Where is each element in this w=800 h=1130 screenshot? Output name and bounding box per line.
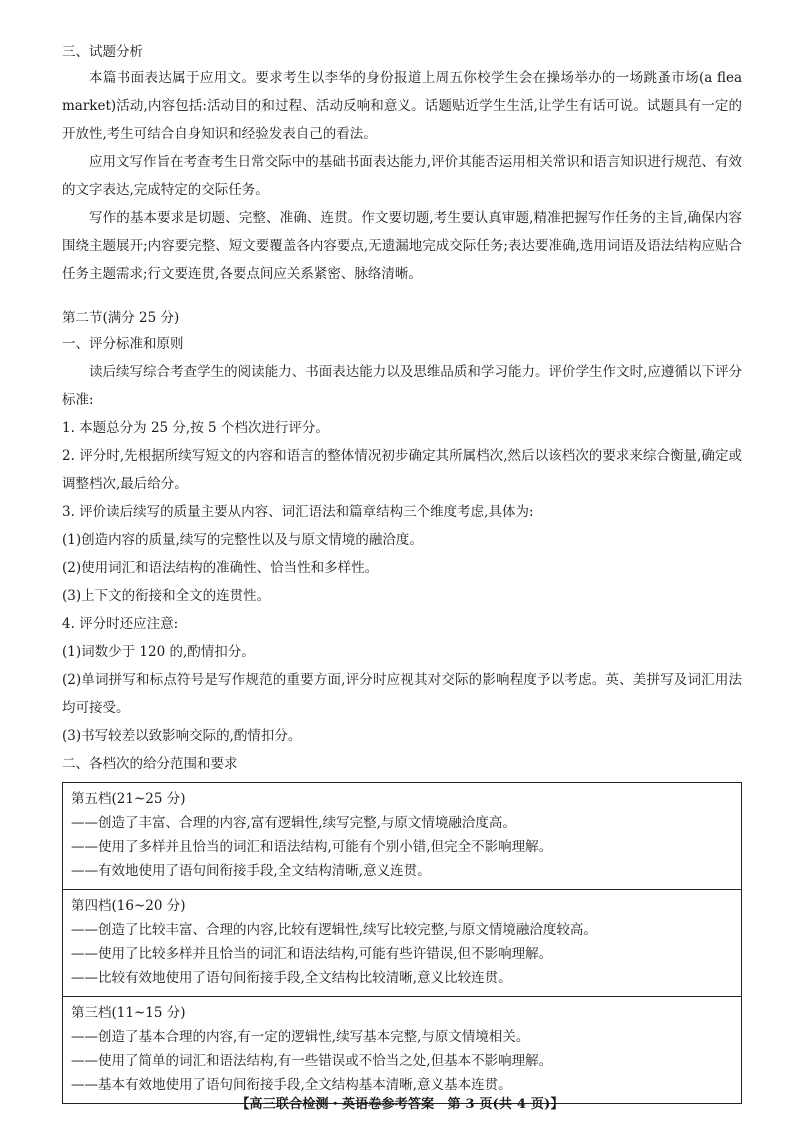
scoring-item-2: 2. 评分时,先根据所续写短文的内容和语言的整体情况初步确定其所属档次,然后以该档次的要求来综合衡量,确定或调整档次,最后给分。 (62, 448, 742, 492)
scoring-item-3-sub-3: (3)上下文的衔接和全文的连贯性。 (62, 588, 271, 604)
grade-level-3 (63, 996, 741, 1103)
grade-level-criterion: ——比较有效地使用了语句间衔接手段,全文结构比较清晰,意义比较连贯。 (71, 970, 512, 986)
grade-ranges-heading: 二、各档次的给分范围和要求 (62, 756, 238, 772)
scoring-item-1: 1. 本题总分为 25 分,按 5 个档次进行评分。 (62, 420, 329, 436)
grade-level-title: 第三档(11~15 分) (71, 1005, 186, 1021)
grade-level-criterion: ——创造了基本合理的内容,有一定的逻辑性,续写基本完整,与原文情境相关。 (71, 1029, 530, 1045)
grade-level-title: 第五档(21~25 分) (71, 791, 186, 807)
section-gap (62, 288, 742, 306)
analysis-paragraph-2: 应用文写作旨在考查考生日常交际中的基础书面表达能力,评价其能否运用相关常识和语言知识进行规范、有效的文字表达,完成特定的交际任务。 (62, 154, 742, 198)
scoring-criteria-heading: 一、评分标准和原则 (62, 336, 184, 352)
grade-level-5 (63, 783, 741, 889)
scoring-item-4: 4. 评分时还应注意: (62, 616, 179, 632)
grade-level-criterion: ——创造了丰富、合理的内容,富有逻辑性,续写完整,与原文情境融洽度高。 (71, 815, 516, 831)
grade-level-criterion: ——有效地使用了语句间衔接手段,全文结构清晰,意义连贯。 (71, 863, 431, 879)
scoring-item-4-sub-1: (1)词数少于 120 的,酌情扣分。 (62, 644, 255, 660)
scoring-intro: 读后续写综合考查学生的阅读能力、书面表达能力以及思维品质和学习能力。评价学生作文时,应遵循以下评分标准: (62, 364, 742, 408)
scoring-item-4-sub-2: (2)单词拼写和标点符号是写作规范的重要方面,评分时应视其对交际的影响程度予以考虑。英、美拼写及词汇用法均可接受。 (62, 672, 742, 716)
grade-level-criterion: ——使用了比较多样并且恰当的词汇和语法结构,可能有些许错误,但不影响理解。 (71, 946, 553, 962)
scoring-item-3-sub-1: (1)创造内容的质量,续写的完整性以及与原文情境的融洽度。 (62, 532, 423, 548)
grade-levels-table (62, 782, 742, 1104)
grade-level-criterion: ——创造了比较丰富、合理的内容,比较有逻辑性,续写比较完整,与原文情境融洽度较高。 (71, 922, 597, 938)
section-heading-analysis: 三、试题分析 (62, 44, 143, 60)
grade-level-4 (63, 889, 741, 996)
analysis-paragraph-3: 写作的基本要求是切题、完整、准确、连贯。作文要切题,考生要认真审题,精准把握写作任务的主旨,确保内容围绕主题展开;内容要完整、短文要覆盖各内容要点,无遗漏地完成交际任务;表达要准确,选用词语及语法结构应贴合任务主题需求;行文要连贯,各要点间应关系紧密、脉络清晰。 (62, 210, 742, 282)
scoring-item-3-sub-2: (2)使用词汇和语法结构的准确性、恰当性和多样性。 (62, 560, 379, 576)
scoring-item-4-sub-3: (3)书写较差以致影响交际的,酌情扣分。 (62, 728, 302, 744)
scoring-item-3: 3. 评价读后续写的质量主要从内容、词汇语法和篇章结构三个维度考虑,具体为: (62, 504, 534, 520)
grade-level-criterion: ——使用了简单的词汇和语法结构,有一些错误或不恰当之处,但基本不影响理解。 (71, 1053, 553, 1069)
grade-level-criterion: ——使用了多样并且恰当的词汇和语法结构,可能有个别小错,但完全不影响理解。 (71, 839, 553, 855)
answer-key-page (62, 40, 742, 1104)
page-footer: 【高三联合检测・英语卷参考答案 第 3 页(共 4 页)】 (236, 1097, 564, 1112)
grade-level-title: 第四档(16~20 分) (71, 898, 186, 914)
part-two-heading: 第二节(满分 25 分) (62, 310, 180, 326)
analysis-paragraph-1: 本篇书面表达属于应用文。要求考生以李华的身份报道上周五你校学生会在操场举办的一场跳蚤市场(a flea market)活动,内容包括:活动目的和过程、活动反响和意义。话题贴近学生生活,让学生有话可说。试题具有一定的开放性,考生可结合自身知识和经验发表自己的看法。 (62, 70, 742, 142)
grade-level-criterion: ——基本有效地使用了语句间衔接手段,全文结构基本清晰,意义基本连贯。 (71, 1077, 512, 1093)
